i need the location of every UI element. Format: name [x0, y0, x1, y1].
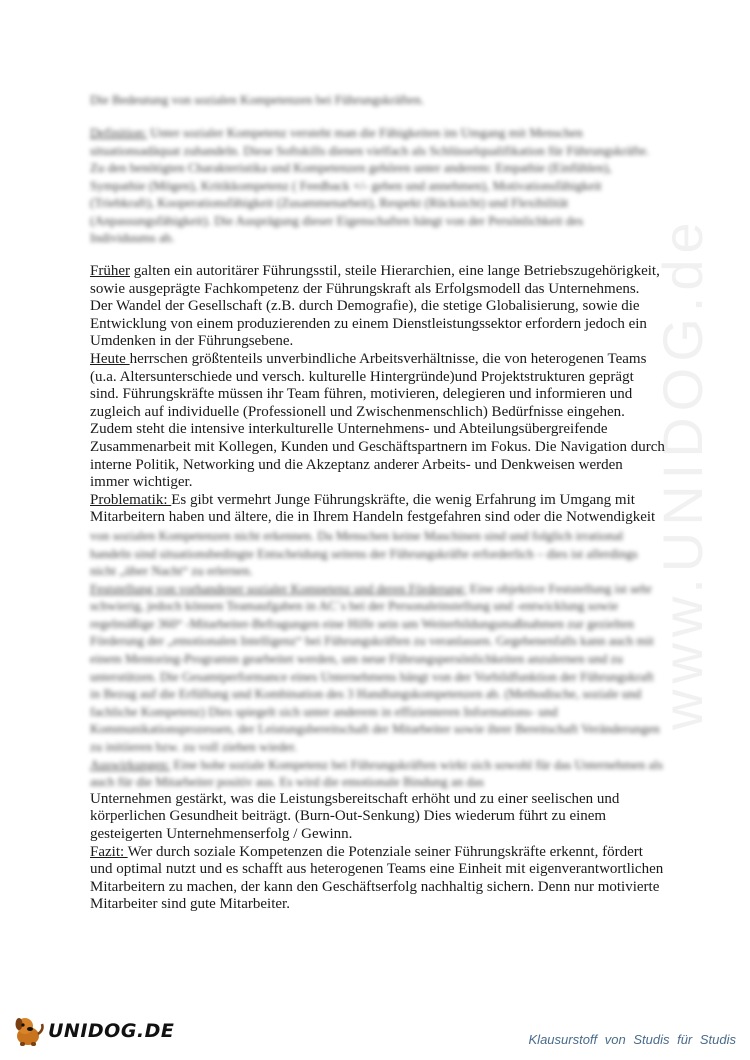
frueher-label: Früher	[90, 263, 130, 279]
heute-label: Heute	[90, 350, 130, 367]
definition-text: Unter sozialer Kompetenz versteht man die Fähigkeiten im Umgang mit Menschen situationsadäquat zuhandeln. Diese Softskills dienen vielfach als Schlüsselqualifikation für Führungskräfte. Zu den benötigten Charakteristika und Kompetenzen gehören unter anderem: Empathie (Einfühlen), Sympathie (Mögen), Kritikkompetenz ( Feedback +/- geben und annehmen), Motivationsfähigkeit (Triebkraft), Kooperationsfähigkeit (Zusammenarbeit), Respekt (Rücksicht) und Flexibilität (Anpassungsfähigkeit). Die Ausprägung dieser Eigenschaften hängt von der Persönlichkeit des Individuums ab.	[90, 125, 650, 245]
auswirkungen-label: Auswirkungen:	[90, 756, 171, 772]
unidog-logo[interactable]	[10, 1014, 174, 1048]
section-heute	[90, 351, 665, 492]
problematik-blurred: von sozialen Kompetenzen nicht erkennen. Da Menschen keine Maschinen sind und folglich irrational handeln sind situationsbedingte Entscheidung seitens der Führungskräfte erforderlich – dies ist allerdings nicht „über Nacht“ zu erlernen.	[90, 527, 638, 579]
feststellung-label: Feststellung von vorhandener sozialer Kompetenz und deren Förderung:	[90, 580, 467, 596]
section-frueher	[90, 263, 665, 351]
section-problematik	[90, 492, 665, 527]
section-auswirkungen-blurred	[90, 756, 665, 791]
frueher-text: galten ein autoritärer Führungsstil, steile Hierarchien, eine lange Betriebszugehörigkeit, sowie ausgeprägte Fachkompetenz der Führungskraft als Erfolgsmodell das Unternehmens. Der Wandel der Gesellschaft (z.B. durch Demografie), die stetige Globalisierung, sowie die Entwicklung von einem produzierenden zu einem Dienstleistungssektor erfordern jedoch ein Umdenken in der Führungsebene.	[90, 263, 660, 350]
section-fazit	[90, 844, 665, 914]
document-title: Die Bedeutung von sozialen Kompetenzen bei Führungskräften.	[90, 92, 424, 107]
watermark: www.UNIDOG.de	[651, 216, 714, 730]
logo-text: UNIDOG.DE	[48, 1020, 175, 1042]
problematik-text: Es gibt vermehrt Junge Führungskräfte, die wenig Erfahrung im Umgang mit Mitarbeitern haben und ältere, die in Ihrem Handeln festgefahren sind oder die Notwendigkeit	[90, 491, 656, 526]
feststellung-text: Eine objektive Feststellung ist sehr schwierig, jedoch können Teamaufgaben in AC´s bei der Personaleinstellung und -entwicklung sowie regelmäßige 360° -Mitarbeiter-Befragungen eine Hilfe sein um Weiterbildungsmaßnahmen zur gezielten Förderung der „emotionalen Intelligenz“ bei Führungskräften zu veranlassen. Gegebenenfalls kann auch mit einem Mentoring-Programm gearbeitet werden, um neue Führungspersönlichkeiten anzulernen und zu unterstützen. Die Gesamtperformance eines Unternehmens hängt von der Vorbildfunktion der Führungskraft in Bezug auf die Erfüllung und Kombination des 3 Handlungskompetenzen ab. (Methodische, soziale und fachliche Kompetenz) Dies spiegelt sich unter anderem in effizienteren Informations- und Kommunikationsprozessen, der Leistungsbereitschaft der Mitarbeiter sowie ihrer Bereitschaft Veränderungen zu initiieren bzw. zu voll ziehen wieder.	[90, 580, 660, 755]
definition-label: Definition:	[90, 125, 148, 140]
section-feststellung	[90, 580, 665, 756]
section-auswirkungen: Unternehmen gestärkt, was die Leistungsbereitschaft erhöht und zu einer seelischen und körperlichen Gesundheit beiträgt. (Burn-Out-Senkung) Dies wiederum führt zu einem gesteigerten Unternehmenserfolg / Gewinn.	[90, 790, 620, 842]
auswirkungen-blurred-text: Eine hohe soziale Kompetenz bei Führungskräften wirkt sich sowohl für das Unternehmen als auch für die Mitarbeiter positiv aus. Es wird die emotionale Bindung an das	[90, 756, 663, 790]
dog-mascot-icon	[10, 1014, 46, 1048]
problematik-label: Problematik:	[90, 491, 172, 508]
heute-text: herrschen größtenteils unverbindliche Arbeitsverhältnisse, die von heterogenen Teams (u.a. Altersunterschiede und versch. kulturelle Hintergründe)und Projektstrukturen geprägt sind. Führungskräfte müssen ihr Team führen, motivieren, delegieren und informieren und zugleich auf individuelle (Professionell und Zwischenmenschlich) Bedürfnisse eingehen. Zudem steht die intensive interkulturelle Unternehmens- und Abteilungsübergreifende Zusammenarbeit mit Kollegen, Kunden und Geschäftspartnern im Fokus. Die Navigation durch interne Politik, Networking und die Akzeptanz anderer Arbeits- und Denkweisen werden immer wichtiger.	[90, 350, 665, 491]
footer-slogan: Klausurstoff von Studis für Studis	[528, 1032, 736, 1047]
fazit-text: Wer durch soziale Kompetenzen die Potenziale seiner Führungskräfte erkennt, fördert und optimal nutzt und es schafft aus heterogenen Teams eine Einheit mit eigenverantwortlichen Mitarbeitern zu machen, der kann den Geschäftserfolg nachhaltig sichern. Denn nur motivierte Mitarbeiter sind gute Mitarbeiter.	[90, 843, 664, 913]
fazit-label: Fazit:	[90, 843, 128, 860]
document-body	[90, 263, 665, 914]
definition-section	[90, 124, 650, 247]
